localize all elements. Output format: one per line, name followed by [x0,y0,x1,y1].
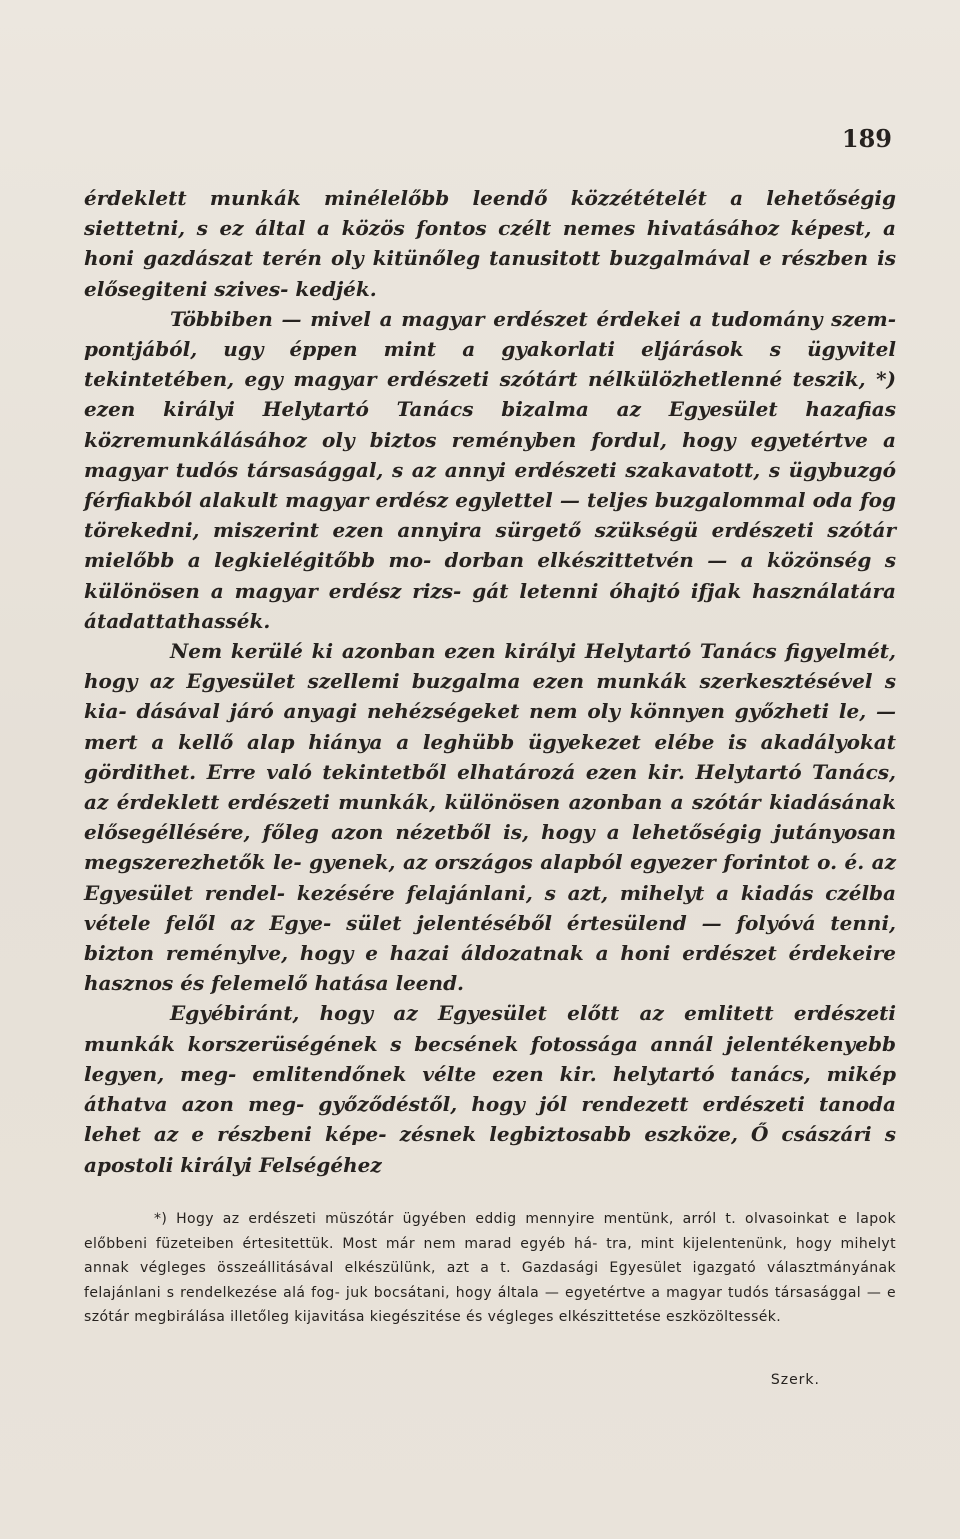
paragraph: Egyébiránt, hogy az Egyesület előtt az emlitett erdészeti munkák korszerüségének s becsének fotossága annál jelentékenyebb legyen, meg- emlitendőnek vélte ezen kir. helytartó tanács, mikép áthatva azon meg- győződéstől, hogy jól rendezett erdészeti tanoda lehet az e részbeni képe- zésnek legbiztosabb eszköze, Ő császári s apostoli királyi Felségéhez [84,1001,896,1177]
paragraph: Többiben — mivel a magyar erdészet érdekei a tudomány szem- pontjából, ugy éppen mint a gyakorlati eljárások s ügyvitel tekintetében, egy magyar erdészeti szótárt nélkülözhetlenné teszik, *) ezen királyi Helytartó Tanács bizalma az Egyesület hazafias közremunkálásához oly biztos reményben fordul, hogy egyetértve a magyar tudós társasággal, s az annyi erdészeti szakavatott, s ügybuzgó férfiakból alakult magyar erdész egylettel — teljes buzgalommal oda fog törekedni, miszerint ezen annyira sürgető szükségü erdészeti szótár mielőbb a legkielégitőbb mo- dorban elkészittetvén — a közönség s különösen a magyar erdész rizs- gát letenni óhajtó ifjak használatára átadattathassék. [84,306,896,633]
footnote-text: *) Hogy az erdészeti müszótár ügyében eddig mennyire mentünk, arról t. olvasoinkat e lapok előbbeni füzeteiben értesitettük. Most már nem marad egyéb há- tra, mint kijelentenünk, hogy mihelyt annak végleges összeállitásával elkészülünk, azt a t. Gazdasági Egyesület igazgató választmányának felajánlani s rendelkezése alá fog- juk bocsátani, hogy általa — egyetértve a magyar tudós társasággal — e szótár megbirálása illetőleg kijavitása kiegészitése és végleges elkészittetése eszközöltessék. [84,1211,896,1325]
paragraph: Nem kerülé ki azonban ezen királyi Helytartó Tanács figyelmét, hogy az Egyesület szellemi buzgalma ezen munkák szerkesztésével s kia- dásával járó anyagi nehézségeket nem oly könnyen győzheti le, — mert a kellő alap hiánya a leghübb ügyekezet elébe is akadályokat gördithet. Erre való tekintetből elhatározá ezen kir. Helytartó Tanács, az érdeklett erdészeti munkák, különösen azonban a szótár kiadásának elősegéllésére, főleg azon nézetből is, hogy a lehetőségig jutányosan megszerezhetők le- gyenek, az országos alapból egyezer forintot o. é. az Egyesület rendel- kezésére felajánlani, s azt, mihelyt a kiadás czélba vétele felől az Egye- sület jelentéséből értesülend — folyóvá tenni, bizton reménylve, hogy e hazai áldozatnak a honi erdészet érdekeire hasznos és felemelő hatása leend. [84,639,896,996]
main-text [84,183,896,1180]
paragraph: érdeklett munkák minélelőbb leendő közzétételét a lehetőségig siettetni, s ez által a közös fontos czélt nemes hivatásához képest, a honi gazdászat terén oly kitünőleg tanusitott buzgalmával e részben is elősegiteni szives- kedjék. [84,186,896,301]
footnote [84,1207,896,1330]
editor-signature: Szerk. [770,1372,820,1388]
page-number: 189 [841,124,892,153]
